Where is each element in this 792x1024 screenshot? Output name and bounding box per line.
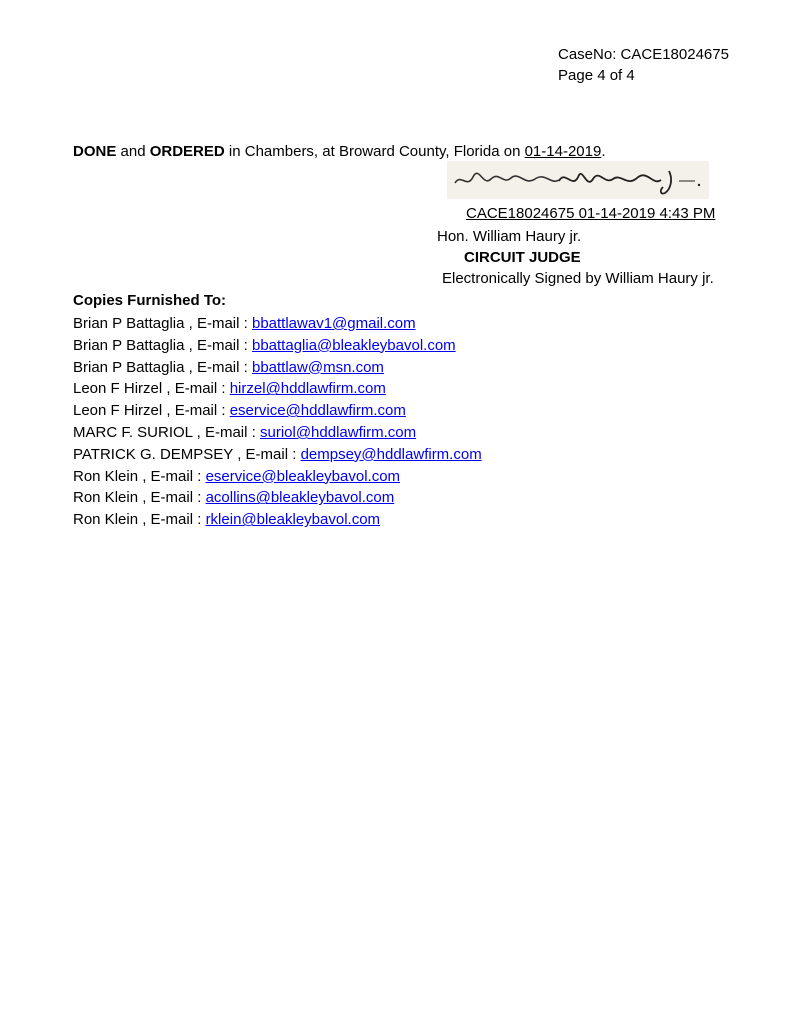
case-header: [558, 44, 729, 86]
list-item: [73, 466, 482, 488]
ordered-word: ORDERED: [149, 143, 225, 160]
recipient-name: Brian P Battaglia: [73, 358, 185, 376]
email-link[interactable]: eservice@bleakleybavol.com: [205, 467, 401, 485]
order-statement: [73, 143, 606, 160]
copies-list: [73, 313, 482, 531]
order-date: 01-14-2019: [524, 143, 602, 160]
order-period: .: [601, 143, 606, 160]
recipient-name: PATRICK G. DEMPSEY: [73, 445, 234, 463]
email-link[interactable]: bbattlawav1@gmail.com: [251, 315, 416, 332]
judge-name: Hon. William Haury jr.: [437, 228, 582, 245]
email-separator: , E-mail :: [162, 380, 230, 398]
email-separator: , E-mail :: [233, 445, 301, 463]
email-separator: , E-mail :: [138, 511, 206, 529]
list-item: [73, 487, 482, 509]
and-word: and: [116, 143, 150, 160]
electronic-signature-note: Electronically Signed by William Haury jr.: [442, 270, 714, 287]
list-item: [73, 357, 482, 379]
order-text: in Chambers, at Broward County, Florida on: [224, 143, 525, 160]
recipient-name: Leon F Hirzel: [73, 402, 163, 420]
email-link[interactable]: bbattlaw@msn.com: [251, 358, 384, 376]
recipient-name: Brian P Battaglia: [73, 336, 185, 354]
email-separator: , E-mail :: [138, 489, 206, 507]
email-separator: , E-mail :: [192, 423, 260, 441]
list-item: [73, 400, 482, 422]
recipient-name: Leon F Hirzel: [73, 380, 163, 398]
email-link[interactable]: bbattaglia@bleakleybavol.com: [251, 336, 456, 354]
signature-stamp: CACE18024675 01-14-2019 4:43 PM: [466, 205, 716, 222]
recipient-name: Ron Klein: [73, 467, 139, 485]
email-link[interactable]: acollins@bleakleybavol.com: [205, 489, 395, 507]
list-item: [73, 509, 482, 531]
email-separator: , E-mail :: [184, 315, 252, 332]
list-item: [73, 313, 482, 335]
email-separator: , E-mail :: [162, 402, 230, 420]
list-item: [73, 378, 482, 400]
recipient-name: Ron Klein: [73, 511, 139, 529]
done-word: DONE: [73, 143, 117, 160]
handwritten-signature-icon: [447, 161, 709, 199]
signature-image: [447, 161, 709, 199]
list-item: [73, 444, 482, 466]
judge-title: CIRCUIT JUDGE: [464, 249, 581, 266]
recipient-name: Ron Klein: [73, 489, 139, 507]
email-link[interactable]: rklein@bleakleybavol.com: [205, 511, 381, 529]
email-link[interactable]: eservice@hddlawfirm.com: [229, 402, 406, 420]
page-number: Page 4 of 4: [558, 67, 635, 84]
email-separator: , E-mail :: [184, 358, 252, 376]
email-link[interactable]: hirzel@hddlawfirm.com: [229, 380, 386, 398]
recipient-name: MARC F. SURIOL: [73, 423, 193, 441]
email-link[interactable]: dempsey@hddlawfirm.com: [300, 445, 482, 463]
list-item: [73, 335, 482, 357]
email-separator: , E-mail :: [138, 467, 206, 485]
recipient-name: Brian P Battaglia: [73, 315, 185, 332]
case-number: CaseNo: CACE18024675: [558, 46, 729, 63]
email-link[interactable]: suriol@hddlawfirm.com: [259, 423, 417, 441]
email-separator: , E-mail :: [184, 336, 252, 354]
copies-title: Copies Furnished To:: [73, 292, 227, 309]
list-item: [73, 422, 482, 444]
